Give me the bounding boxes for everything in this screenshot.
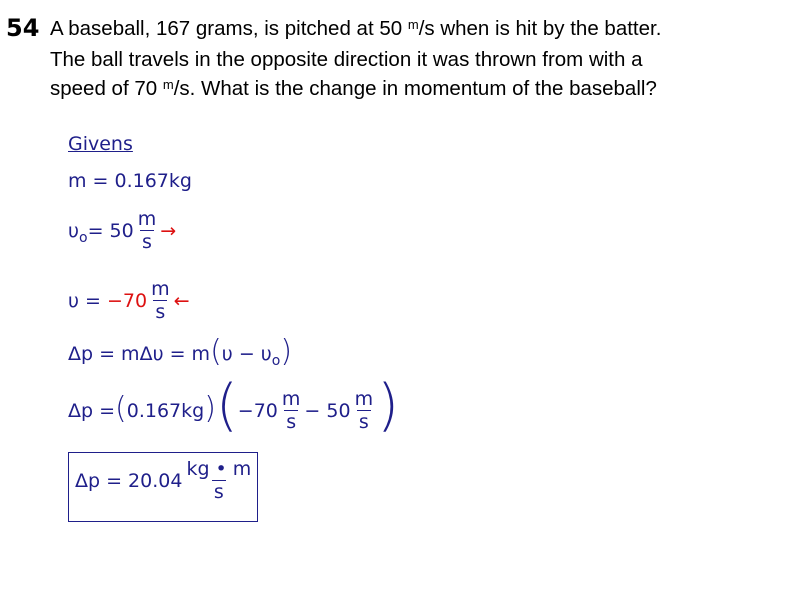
givens-heading: Givens [68,133,133,155]
mass-equation: m = 0.167kg [68,170,192,192]
right-arrow-icon: → [160,219,177,242]
problem-line-3: speed of 70 $^m$/s. What is the change in momentum of the baseball? [50,77,657,100]
answer-equation: Δp = 20.04 $\frac{kg • m}{s}$ [75,458,252,503]
problem-line-1: A baseball, 167 grams, is pitched at 50 $^m$/s when is hit by the batter. [50,17,662,40]
unit-fraction: $\frac{m}{s}$ [281,388,301,433]
problem-line-2: The ball travels in the opposite direction it was thrown from with a [50,48,643,71]
unit-fraction: $\frac{kg • m}{s}$ [186,458,252,503]
problem-number: 54 [6,14,40,42]
problem-statement [50,14,790,105]
final-velocity-equation: υ = −70 $\frac{m}{s}$ ← [68,278,190,323]
unit-fraction: $\frac{m}{s}$ [137,208,157,253]
initial-velocity-equation: υ o = 50 $\frac{m}{s}$ → [68,208,177,253]
left-arrow-icon: ← [173,289,190,312]
momentum-formula: Δp = mΔυ = m ( υ − υ o ) [68,334,293,369]
unit-fraction: $\frac{m}{s}$ [151,278,170,323]
momentum-substitution: Δp = ( 0.167kg ) ( −70 $\frac{m}{s}$ − 50 $\frac{m}{s}$ ) [68,373,399,438]
unit-fraction: $\frac{m}{s}$ [354,388,374,433]
